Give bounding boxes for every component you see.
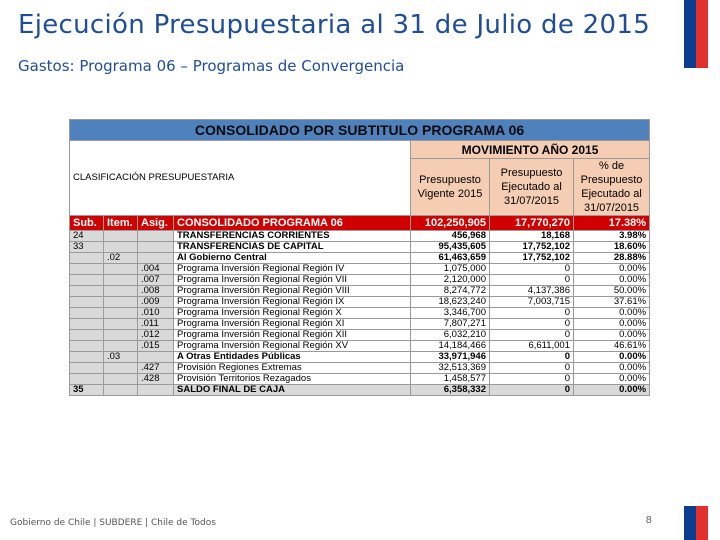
col-header-ejecutado: Presupuesto Ejecutado al 31/07/2015 — [490, 159, 574, 216]
cell-vigente: 7,807,271 — [411, 319, 490, 330]
cell-sub — [70, 308, 104, 319]
cell-pct: 0.00% — [574, 308, 650, 319]
cell-asig: .012 — [138, 330, 174, 341]
cell-vigente: 1,458,577 — [411, 374, 490, 385]
cell-item — [104, 363, 138, 374]
col-header-vigente: Presupuesto Vigente 2015 — [411, 159, 490, 216]
item-header: Item. — [104, 216, 138, 231]
cell-item — [104, 385, 138, 396]
cell-label: Programa Inversión Regional Región VIII — [174, 286, 411, 297]
cell-ejecutado: 18,168 — [490, 231, 574, 242]
cell-label: SALDO FINAL DE CAJA — [174, 385, 411, 396]
cell-ejecutado: 0 — [490, 275, 574, 286]
table-row — [70, 286, 650, 297]
cell-pct: 0.00% — [574, 330, 650, 341]
cell-sub — [70, 275, 104, 286]
movimiento-header: MOVIMIENTO AÑO 2015 — [411, 141, 650, 159]
cell-asig: .011 — [138, 319, 174, 330]
cell-label: Programa Inversión Regional Región IX — [174, 297, 411, 308]
clasificacion-header: CLASIFICACIÓN PRESUPUESTARIA — [70, 141, 411, 216]
footer-text: Gobierno de Chile | SUBDERE | Chile de Todos — [10, 518, 216, 528]
cell-pct: 0.00% — [574, 275, 650, 286]
cell-ejecutado: 0 — [490, 319, 574, 330]
cell-vigente: 1,075,000 — [411, 264, 490, 275]
flag-stripe-top — [684, 0, 708, 68]
cell-vigente: 18,623,240 — [411, 297, 490, 308]
cell-asig: .010 — [138, 308, 174, 319]
cell-vigente: 95,435,605 — [411, 242, 490, 253]
cell-sub: 35 — [70, 385, 104, 396]
cell-vigente: 3,346,700 — [411, 308, 490, 319]
cell-item — [104, 242, 138, 253]
cell-label: Al Gobierno Central — [174, 253, 411, 264]
cell-sub — [70, 330, 104, 341]
cell-ejecutado: 17,752,102 — [490, 253, 574, 264]
cell-ejecutado: 7,003,715 — [490, 297, 574, 308]
cell-sub — [70, 319, 104, 330]
cell-item: .02 — [104, 253, 138, 264]
table-row — [70, 374, 650, 385]
table-body — [70, 231, 650, 396]
cell-sub — [70, 286, 104, 297]
cell-ejecutado: 0 — [490, 308, 574, 319]
consolidado-vigente: 102,250,905 — [411, 216, 490, 231]
page-number: 8 — [645, 515, 652, 526]
cell-asig — [138, 352, 174, 363]
cell-item — [104, 374, 138, 385]
cell-asig — [138, 242, 174, 253]
table-row — [70, 253, 650, 264]
cell-ejecutado: 0 — [490, 330, 574, 341]
cell-pct: 0.00% — [574, 264, 650, 275]
cell-sub — [70, 297, 104, 308]
cell-label: TRANSFERENCIAS DE CAPITAL — [174, 242, 411, 253]
cell-label: TRANSFERENCIAS CORRIENTES — [174, 231, 411, 242]
table-row — [70, 308, 650, 319]
cell-pct: 3.98% — [574, 231, 650, 242]
cell-asig: .427 — [138, 363, 174, 374]
table-row — [70, 341, 650, 352]
cell-pct: 18.60% — [574, 242, 650, 253]
cell-ejecutado: 0 — [490, 264, 574, 275]
cell-vigente: 6,032,210 — [411, 330, 490, 341]
table-row — [70, 231, 650, 242]
cell-pct: 0.00% — [574, 363, 650, 374]
table-row — [70, 297, 650, 308]
table-row — [70, 242, 650, 253]
cell-asig: .015 — [138, 341, 174, 352]
cell-vigente: 8,274,772 — [411, 286, 490, 297]
cell-sub — [70, 363, 104, 374]
table-row — [70, 275, 650, 286]
cell-vigente: 456,968 — [411, 231, 490, 242]
cell-sub: 24 — [70, 231, 104, 242]
cell-asig — [138, 253, 174, 264]
cell-label: Provisión Territorios Rezagados — [174, 374, 411, 385]
table-main-header: CONSOLIDADO POR SUBTITULO PROGRAMA 06 — [70, 120, 650, 141]
flag-red-stripe — [696, 0, 708, 68]
asig-header: Asig. — [138, 216, 174, 231]
cell-sub — [70, 341, 104, 352]
cell-asig: .008 — [138, 286, 174, 297]
cell-pct: 50.00% — [574, 286, 650, 297]
table-row — [70, 385, 650, 396]
cell-ejecutado: 4,137,386 — [490, 286, 574, 297]
cell-pct: 0.00% — [574, 319, 650, 330]
cell-sub — [70, 374, 104, 385]
cell-ejecutado: 6,611,001 — [490, 341, 574, 352]
cell-label: Programa Inversión Regional Región XII — [174, 330, 411, 341]
cell-ejecutado: 0 — [490, 363, 574, 374]
cell-pct: 37.61% — [574, 297, 650, 308]
cell-item — [104, 297, 138, 308]
cell-label: A Otras Entidades Públicas — [174, 352, 411, 363]
cell-label: Provisión Regiones Extremas — [174, 363, 411, 374]
cell-vigente: 61,463,659 — [411, 253, 490, 264]
consolidado-row — [70, 216, 650, 231]
cell-pct: 0.00% — [574, 352, 650, 363]
cell-pct: 0.00% — [574, 385, 650, 396]
table-row — [70, 352, 650, 363]
consolidado-ejecutado: 17,770,270 — [490, 216, 574, 231]
cell-pct: 46.61% — [574, 341, 650, 352]
cell-label: Programa Inversión Regional Región X — [174, 308, 411, 319]
cell-ejecutado: 0 — [490, 385, 574, 396]
cell-label: Programa Inversión Regional Región IV — [174, 264, 411, 275]
cell-sub — [70, 264, 104, 275]
table-row — [70, 319, 650, 330]
cell-item — [104, 341, 138, 352]
cell-ejecutado: 17,752,102 — [490, 242, 574, 253]
flag-blue-stripe — [684, 0, 696, 68]
cell-item: .03 — [104, 352, 138, 363]
cell-item — [104, 275, 138, 286]
cell-vigente: 32,513,369 — [411, 363, 490, 374]
cell-vigente: 14,184,466 — [411, 341, 490, 352]
cell-item — [104, 319, 138, 330]
cell-pct: 28.88% — [574, 253, 650, 264]
flag-red-stripe-bottom — [696, 506, 708, 540]
consolidado-label: CONSOLIDADO PROGRAMA 06 — [174, 216, 411, 231]
cell-asig: .004 — [138, 264, 174, 275]
page-title: Ejecución Presupuestaria al 31 de Julio de 2015 — [18, 10, 651, 40]
col-header-pct: % de Presupuesto Ejecutado al 31/07/2015 — [574, 159, 650, 216]
table-row — [70, 363, 650, 374]
flag-blue-stripe-bottom — [684, 506, 696, 540]
cell-item — [104, 264, 138, 275]
cell-label: Programa Inversión Regional Región XI — [174, 319, 411, 330]
budget-table — [69, 119, 650, 396]
cell-item — [104, 231, 138, 242]
flag-stripe-bottom — [684, 506, 708, 540]
cell-sub: 33 — [70, 242, 104, 253]
cell-sub — [70, 352, 104, 363]
cell-asig: .428 — [138, 374, 174, 385]
cell-vigente: 33,971,946 — [411, 352, 490, 363]
cell-asig: .009 — [138, 297, 174, 308]
consolidado-pct: 17.38% — [574, 216, 650, 231]
cell-sub — [70, 253, 104, 264]
cell-label: Programa Inversión Regional Región VII — [174, 275, 411, 286]
cell-ejecutado: 0 — [490, 374, 574, 385]
cell-asig — [138, 385, 174, 396]
cell-asig: .007 — [138, 275, 174, 286]
cell-vigente: 6,358,332 — [411, 385, 490, 396]
cell-label: Programa Inversión Regional Región XV — [174, 341, 411, 352]
cell-item — [104, 286, 138, 297]
cell-ejecutado: 0 — [490, 352, 574, 363]
table-row — [70, 264, 650, 275]
sub-header: Sub. — [70, 216, 104, 231]
cell-vigente: 2,120,000 — [411, 275, 490, 286]
table-row — [70, 330, 650, 341]
cell-pct: 0.00% — [574, 374, 650, 385]
cell-item — [104, 308, 138, 319]
page-subtitle: Gastos: Programa 06 – Programas de Convergencia — [18, 57, 405, 75]
cell-asig — [138, 231, 174, 242]
cell-item — [104, 330, 138, 341]
